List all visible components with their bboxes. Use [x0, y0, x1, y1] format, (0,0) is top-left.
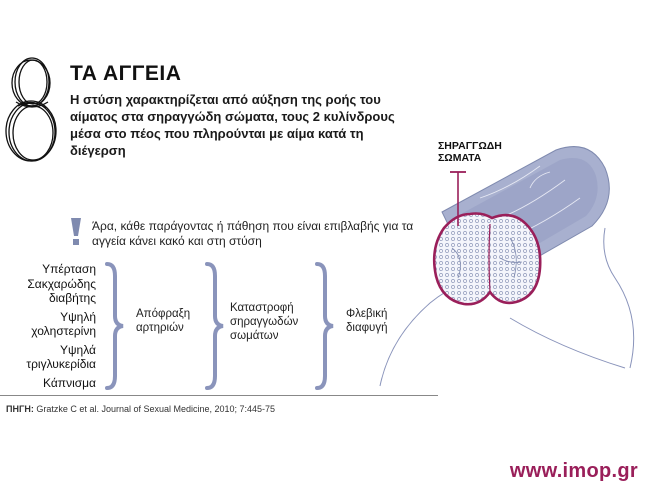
intro-text: Η στύση χαρακτηρίζεται από αύξηση της ροής του αίματος στα σηραγγώδη σώματα, τους 2 κυλίνδρους μέσα στο πέος που πληρούνται με αίμα κατά τη διέγερση — [70, 92, 395, 158]
factor-diabetes: Σακχαρώδης διαβήτης — [27, 277, 96, 305]
factor-cholesterol: Υψηλή χοληστερίνη — [31, 310, 96, 338]
step-artery-blockage: Απόφραξη αρτηριών — [136, 308, 191, 334]
note-text: Άρα, κάθε παράγοντας ή πάθηση που είναι επιβλαβής για τα αγγεία κάνει κακό και στη στύση — [92, 219, 414, 248]
brace-1 — [103, 262, 125, 390]
source-text: Gratzke C et al. Journal of Sexual Medicine, 2010; 7:445-75 — [36, 404, 276, 414]
source-citation — [6, 404, 275, 414]
source-label: ΠΗΓΗ: — [6, 404, 34, 414]
diagram-label-text: ΣΗΡΑΓΓΩΔΗ ΣΩΜΑΤΑ — [438, 140, 502, 164]
diagram-label — [438, 140, 518, 164]
factor-triglycerides: Υψηλά τριγλυκερίδια — [26, 343, 96, 371]
factor-hypertension: Υπέρταση — [42, 262, 96, 276]
corpora-cavernosa-diagram — [360, 128, 648, 396]
page-title: ΤΑ ΑΓΓΕΙΑ — [70, 62, 182, 85]
exclamation-icon — [68, 216, 84, 246]
step-venous-leak: Φλεβική διαφυγή — [346, 308, 388, 334]
step-cavernosa-damage: Καταστροφή σηραγγωδών σωμάτων — [230, 302, 299, 342]
factor-smoking: Κάπνισμα — [43, 376, 96, 390]
brace-2 — [203, 262, 225, 390]
site-url: www.imop.gr — [509, 460, 638, 482]
section-number-8 — [2, 52, 62, 164]
brace-3 — [313, 262, 335, 390]
